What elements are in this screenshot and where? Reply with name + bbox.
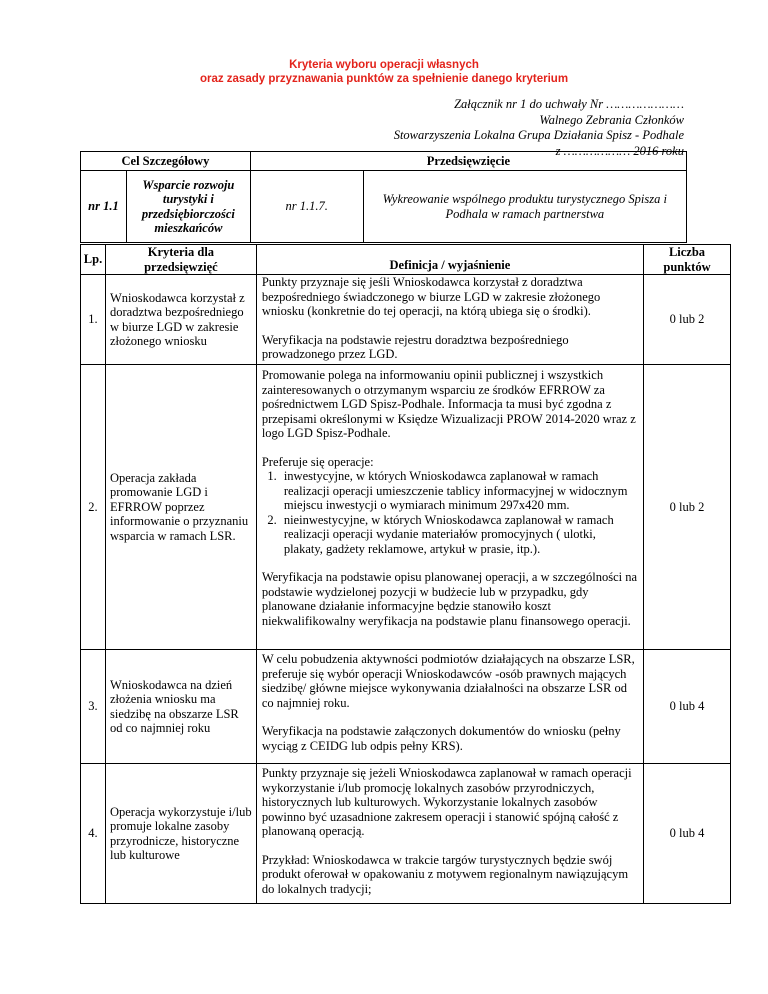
definition-paragraph: Przykład: Wnioskodawca w trakcie targów turystycznych będzie swój produkt oferował w opakowaniu z motywem regionalnym nawiązującym do lokalnych tradycji; bbox=[261, 852, 629, 896]
attachment-note bbox=[394, 97, 684, 159]
row-definition bbox=[256, 650, 643, 764]
table-row bbox=[81, 275, 731, 365]
header-points: Liczba punktów bbox=[644, 245, 731, 275]
goal-number: nr 1.1 bbox=[81, 171, 127, 243]
project-number: nr 1.1.7. bbox=[250, 171, 363, 243]
row-criterion: Operacja zakłada promowanie LGD i EFRROW poprzez informowanie o przyznaniu wsparcia w ramach LSR. bbox=[105, 365, 256, 650]
row-points: 0 lub 4 bbox=[644, 650, 731, 764]
attachment-line4: z ……………… 2016 roku bbox=[555, 143, 684, 158]
objective-header-project: Przedsięwzięcie bbox=[250, 152, 686, 171]
row-definition bbox=[256, 365, 643, 650]
document-title-line1: Kryteria wyboru operacji własnych bbox=[289, 59, 479, 71]
row-criterion: Wnioskodawca na dzień złożenia wniosku ma siedzibę na obszarze LSR od co najmniej roku bbox=[105, 650, 256, 764]
project-text: Wykreowanie wspólnego produktu turystycznego Spisza i Podhala w ramach partnerstwa bbox=[363, 171, 686, 243]
attachment-line2: Walnego Zebrania Członków bbox=[539, 112, 684, 127]
row-points: 0 lub 2 bbox=[644, 275, 731, 365]
header-definition: Definicja / wyjaśnienie bbox=[256, 245, 643, 275]
table-row bbox=[81, 365, 731, 650]
list-item: 1. inwestycyjne, w których Wnioskodawca zaplanował w ramach realizacji operacji umieszczenie tablicy informacyjnej w widocznym miejscu inwestycji o wymiarach minimum 297x420 mm. bbox=[280, 469, 638, 513]
definition-paragraph: Weryfikacja na podstawie opisu planowanej operacji, a w szczególności na podstawie wydzielonej pozycji w budżecie lub w przypadku, gdy planowane działanie informacyjne będzie stanowiło koszt niekwalifikowalny weryfikacja na podstawie planu finansowego operacji. bbox=[261, 570, 638, 628]
criteria-table bbox=[80, 244, 731, 904]
header-criteria: Kryteria dla przedsięwzięć bbox=[105, 245, 256, 275]
attachment-line3: Stowarzyszenia Lokalna Grupa Działania Spisz - Podhale bbox=[393, 128, 684, 142]
definition-paragraph: W celu pobudzenia aktywności podmiotów działających na obszarze LSR, preferuje się wybór operacji Wnioskodawców -osób prawnych mających siedzibę/ główne miejsce wykonywania działalności na obszarze LSR od co najmniej roku. bbox=[261, 652, 635, 710]
table-row bbox=[81, 650, 731, 764]
definition-paragraph: Weryfikacja na podstawie rejestru doradztwa bezpośredniego prowadzonego przez LGD. bbox=[261, 332, 569, 361]
objective-table bbox=[80, 151, 687, 243]
row-points: 0 lub 2 bbox=[644, 365, 731, 650]
list-item: 2. nieinwestycyjne, w których Wnioskodawca zaplanował w ramach realizacji operacji wydanie materiałów promocyjnych ( ulotki, plakaty, gadżety reklamowe, artykuł w prasie, itp.). bbox=[280, 513, 638, 557]
attachment-line1: Załącznik nr 1 do uchwały Nr ………………… bbox=[454, 97, 684, 111]
definition-paragraph: Punkty przyznaje się jeżeli Wnioskodawca zaplanował w ramach operacji wykorzystanie i/lub promocję lokalnych zasobów przyrodniczych, historycznych lub kulturowych. Wykorzystanie lokalnych zasobów powinno być uzasadnione zakresem operacji i stanowić spójną całość z planowaną operacją. bbox=[261, 766, 632, 838]
row-definition bbox=[256, 764, 643, 904]
row-lp: 3. bbox=[81, 650, 106, 764]
criteria-header-row bbox=[81, 245, 731, 275]
definition-list-intro: Preferuje się operacje: bbox=[261, 454, 374, 469]
header-lp: Lp. bbox=[81, 245, 106, 275]
document-title-line2: oraz zasady przyznawania punktów za spełnienie danego kryterium bbox=[199, 73, 569, 85]
row-lp: 2. bbox=[81, 365, 106, 650]
definition-paragraph: Punkty przyznaje się jeśli Wnioskodawca korzystał z doradztwa bezpośredniego świadczonego w biurze LGD w zakresie złożonego wniosku (konkretnie do tej operacji, na którą ubiega się o środki). bbox=[261, 275, 601, 318]
row-criterion: Wnioskodawca korzystał z doradztwa bezpośredniego w biurze LGD w zakresie złożonego wniosku bbox=[105, 275, 256, 365]
row-lp: 1. bbox=[81, 275, 106, 365]
definition-list bbox=[262, 469, 638, 556]
row-lp: 4. bbox=[81, 764, 106, 904]
row-criterion: Operacja wykorzystuje i/lub promuje lokalne zasoby przyrodnicze, historyczne lub kulturowe bbox=[105, 764, 256, 904]
definition-paragraph: Promowanie polega na informowaniu opinii publicznej i wszystkich zainteresowanych o otrzymanym wsparciu ze środków EFRROW za pośrednictwem LGD Spisz-Podhale. Informacja ta musi być zgodna z przepisami określonymi w Księdze Wizualizacji PROW 2014-2020 wraz z logo LGD Spisz-Podhale. bbox=[261, 368, 636, 440]
table-row bbox=[81, 764, 731, 904]
row-points: 0 lub 4 bbox=[644, 764, 731, 904]
goal-text: Wsparcie rozwoju turystyki i przedsiębiorczości mieszkańców bbox=[126, 171, 250, 243]
row-definition bbox=[256, 275, 643, 365]
definition-paragraph: Weryfikacja na podstawie załączonych dokumentów do wniosku (pełny wyciąg z CEIDG lub odpis pełny KRS). bbox=[261, 724, 621, 753]
objective-header-goal: Cel Szczegółowy bbox=[81, 152, 251, 171]
